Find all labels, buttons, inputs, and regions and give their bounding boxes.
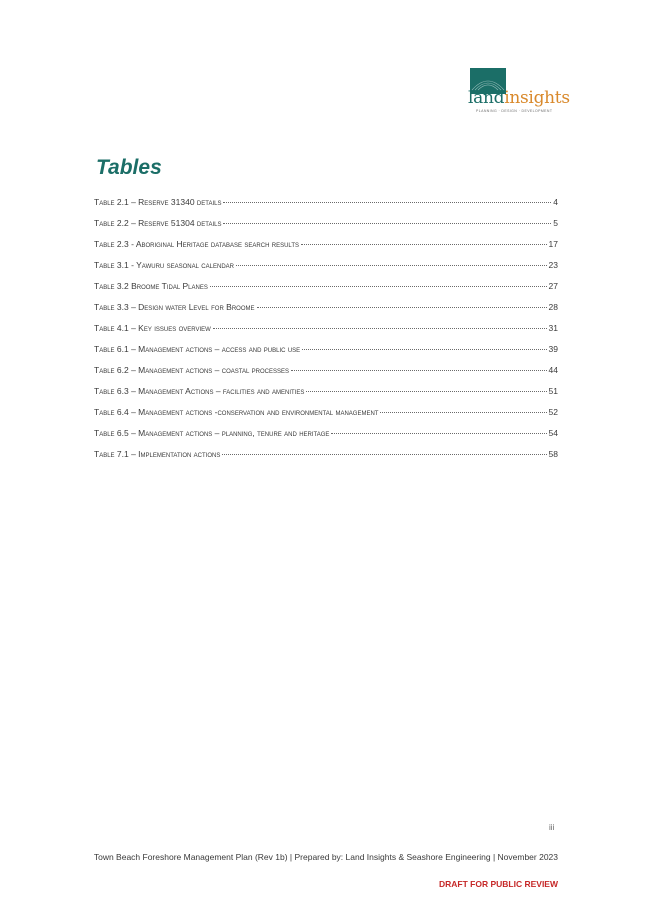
toc-entry-page: 27 bbox=[548, 281, 558, 291]
toc-entry-label bbox=[94, 407, 378, 417]
toc-entry[interactable] bbox=[94, 365, 558, 386]
toc-entry-label bbox=[94, 197, 221, 207]
logo-tagline: PLANNING · DESIGN · DEVELOPMENT bbox=[476, 109, 553, 113]
toc-leader-dots bbox=[257, 307, 547, 308]
toc-entry[interactable] bbox=[94, 281, 558, 302]
toc-entry-title: Reserve 31340 details bbox=[138, 197, 222, 207]
toc-entry-number: Table 6.3 – bbox=[94, 386, 139, 396]
toc-entry-title: Aboriginal Heritage database search results bbox=[135, 239, 299, 249]
toc-entry-title: Management actions – coastal processes bbox=[138, 365, 290, 375]
toc-entry-title: Key issues overview bbox=[138, 323, 211, 333]
toc-entry-page: 4 bbox=[553, 197, 558, 207]
toc-entry[interactable] bbox=[94, 449, 558, 470]
toc-entry[interactable] bbox=[94, 428, 558, 449]
toc-entry-number: Table 6.4 – bbox=[94, 407, 139, 417]
toc-entry-number: Table 6.2 – bbox=[94, 365, 139, 375]
toc-leader-dots bbox=[306, 391, 546, 392]
toc-entry-page: 28 bbox=[548, 302, 558, 312]
toc-entry-page: 58 bbox=[548, 449, 558, 459]
toc-leader-dots bbox=[210, 286, 547, 287]
toc-entry-number: Table 7.1 – bbox=[94, 449, 139, 459]
toc-entry-number: Table 6.1 – bbox=[94, 344, 139, 354]
toc-entry[interactable] bbox=[94, 197, 558, 218]
toc-entry-title: Management Actions – facilities and amenities bbox=[138, 386, 305, 396]
toc-entry-page: 5 bbox=[553, 218, 558, 228]
toc-entry-title: Implementation actions bbox=[138, 449, 221, 459]
logo-word-insights: insights bbox=[504, 88, 570, 108]
toc-entry[interactable] bbox=[94, 344, 558, 365]
toc-entry[interactable] bbox=[94, 323, 558, 344]
toc-entry[interactable] bbox=[94, 302, 558, 323]
toc-entry-page: 51 bbox=[548, 386, 558, 396]
toc-entry-label bbox=[94, 260, 234, 270]
toc-leader-dots bbox=[301, 244, 547, 245]
logo-wordmark bbox=[468, 88, 570, 108]
toc-entry-label bbox=[94, 428, 329, 438]
company-logo bbox=[468, 68, 570, 118]
toc-entry-label bbox=[94, 323, 211, 333]
toc-entry-title: Reserve 51304 details bbox=[138, 218, 222, 228]
table-of-tables bbox=[94, 197, 558, 470]
footer-text: Town Beach Foreshore Management Plan (Rev 1b) | Prepared by: Land Insights & Seashore Engineering | November 2023 bbox=[93, 852, 558, 862]
toc-entry-page: 23 bbox=[548, 260, 558, 270]
toc-entry[interactable] bbox=[94, 260, 558, 281]
toc-entry-number: Table 3.2 bbox=[94, 281, 132, 291]
toc-entry[interactable] bbox=[94, 386, 558, 407]
toc-entry-page: 39 bbox=[548, 344, 558, 354]
toc-entry-number: Table 2.1 – bbox=[94, 197, 139, 207]
toc-entry-number: Table 3.1 - bbox=[94, 260, 137, 270]
toc-leader-dots bbox=[213, 328, 547, 329]
toc-entry[interactable] bbox=[94, 239, 558, 260]
page-number: iii bbox=[549, 823, 555, 832]
toc-entry-number: Table 6.5 – bbox=[94, 428, 139, 438]
toc-entry-title: Management actions -conservation and environmental management bbox=[138, 407, 379, 417]
toc-leader-dots bbox=[223, 223, 551, 224]
toc-entry-number: Table 4.1 – bbox=[94, 323, 139, 333]
toc-leader-dots bbox=[222, 454, 546, 455]
draft-label: DRAFT FOR PUBLIC REVIEW bbox=[439, 879, 558, 889]
toc-entry-number: Table 2.2 – bbox=[94, 218, 139, 228]
page-heading: Tables bbox=[96, 156, 162, 179]
toc-entry-label bbox=[94, 302, 255, 312]
toc-entry-page: 17 bbox=[548, 239, 558, 249]
toc-entry[interactable] bbox=[94, 407, 558, 428]
toc-leader-dots bbox=[380, 412, 546, 413]
toc-leader-dots bbox=[302, 349, 546, 350]
toc-entry-label bbox=[94, 239, 299, 249]
toc-leader-dots bbox=[236, 265, 547, 266]
toc-entry-label bbox=[94, 386, 304, 396]
toc-entry-title: Management actions – planning, tenure and heritage bbox=[138, 428, 330, 438]
toc-entry-page: 54 bbox=[548, 428, 558, 438]
toc-entry-page: 44 bbox=[548, 365, 558, 375]
toc-entry-page: 52 bbox=[548, 407, 558, 417]
toc-leader-dots bbox=[223, 202, 551, 203]
toc-leader-dots bbox=[291, 370, 547, 371]
toc-entry-label bbox=[94, 344, 300, 354]
toc-entry-title: Management actions – access and public use bbox=[138, 344, 301, 354]
toc-entry-title: Yawuru seasonal calendar bbox=[136, 260, 234, 270]
toc-entry-label bbox=[94, 218, 221, 228]
toc-entry-number: Table 3.3 – bbox=[94, 302, 139, 312]
toc-entry-number: Table 2.3 - bbox=[94, 239, 136, 249]
toc-entry-label bbox=[94, 449, 220, 459]
toc-leader-dots bbox=[331, 433, 546, 434]
toc-entry-label bbox=[94, 281, 208, 291]
toc-entry-title: Broome Tidal Planes bbox=[131, 281, 208, 291]
toc-entry[interactable] bbox=[94, 218, 558, 239]
logo-word-land: land bbox=[468, 88, 505, 108]
toc-entry-label bbox=[94, 365, 289, 375]
toc-entry-title: Design water Level for Broome bbox=[138, 302, 255, 312]
toc-entry-page: 31 bbox=[548, 323, 558, 333]
